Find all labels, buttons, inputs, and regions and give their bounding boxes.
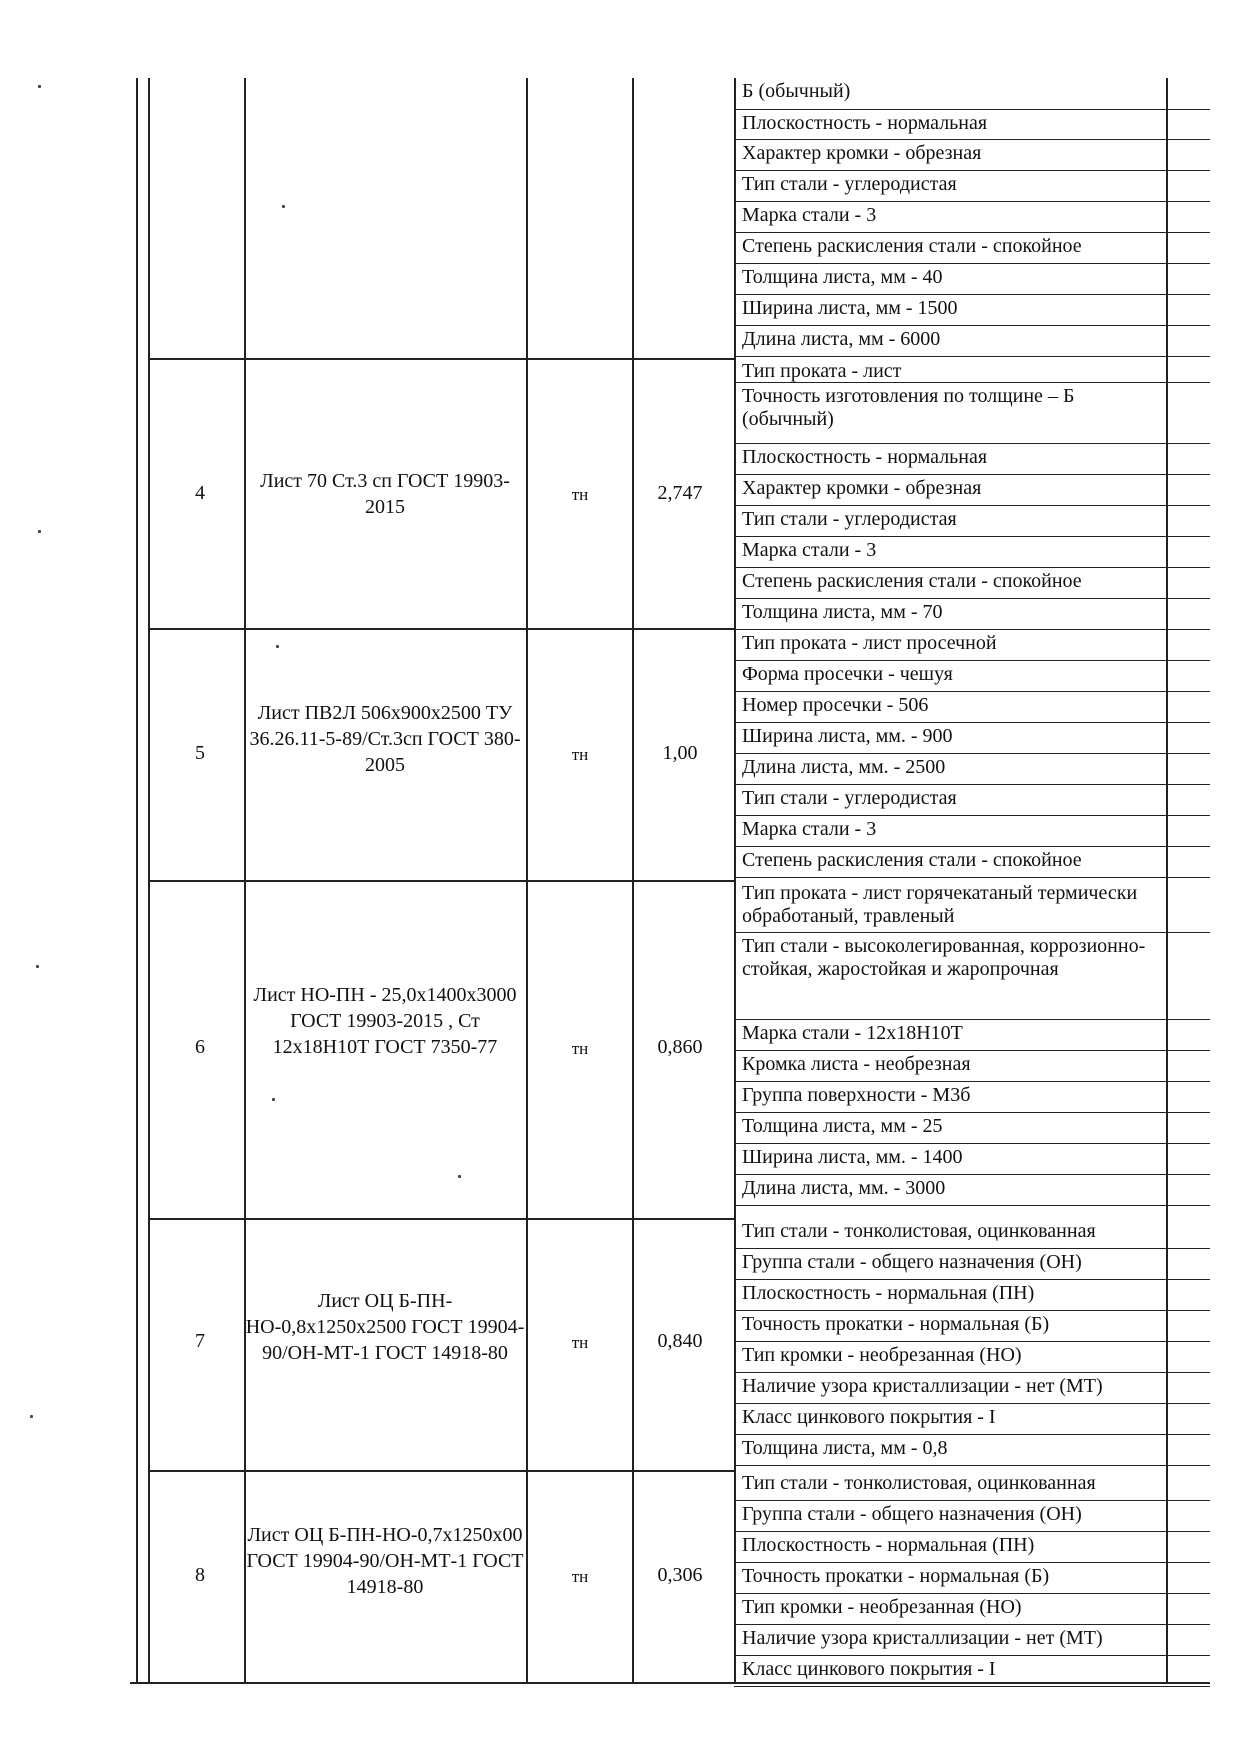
spec-line: Ширина листа, мм. - 900 [742,725,953,747]
spec-block-separator [734,1686,1210,1687]
spec-line-separator [734,846,1210,847]
spec-line: Класс цинкового покрытия - I [742,1658,996,1680]
column-divider-specs [734,78,736,1682]
spec-line: Толщина листа, мм - 0,8 [742,1437,948,1459]
spec-line: Длина листа, мм. - 3000 [742,1177,946,1199]
spec-line: Степень раскисления стали - спокойное [742,570,1082,592]
spec-line: Длина листа, мм. - 2500 [742,756,946,778]
scan-speck [38,85,41,88]
row-5-number: 5 [195,742,205,764]
spec-line-separator [734,1081,1210,1082]
row-5-quantity: 1,00 [662,742,698,764]
row-7-number: 7 [195,1330,205,1352]
table-border-left [136,78,138,1682]
spec-line: Длина листа, мм - 6000 [742,328,941,350]
row-4-name: Лист 70 Ст.3 сп ГОСТ 19903-2015 [260,470,510,518]
spec-line: Тип кромки - необрезанная (НО) [742,1344,1022,1366]
spec-line-separator [734,1624,1210,1625]
row-4-unit: тн [571,485,589,504]
spec-line: Характер кромки - обрезная [742,477,982,499]
spec-line: Группа стали - общего назначения (ОН) [742,1251,1082,1273]
spec-block-separator [734,356,1210,357]
row-6-unit: тн [571,1039,589,1058]
row-separator [148,1218,734,1220]
spec-line: Тип стали - углеродистая [742,787,957,809]
spec-line: Номер просечки - 506 [742,694,929,716]
spec-line-separator [734,1531,1210,1532]
spec-line-separator [734,722,1210,723]
spec-line-separator [734,1434,1210,1435]
spec-line: Толщина листа, мм - 40 [742,266,943,288]
spec-line-separator [734,1403,1210,1404]
spec-line: Группа стали - общего назначения (ОН) [742,1503,1082,1525]
row-8-name: Лист ОЦ Б-ПН-НО-0,7х1250х00 ГОСТ 19904-90/ОН-МТ-1 ГОСТ 14918-80 [246,1524,524,1598]
spec-line: Тип стали - углеродистая [742,173,957,195]
scan-speck [282,205,285,208]
spec-line-separator [734,932,1210,933]
spec-line: Тип проката - лист просечной [742,632,997,654]
row-separator [148,880,734,882]
scan-speck [272,1098,275,1101]
row-7-name: Лист ОЦ Б-ПН-НО-0,8х1250х2500 ГОСТ 19904-90/ОН-МТ-1 ГОСТ 14918-80 [245,1290,525,1364]
row-separator [148,628,734,630]
row-8-unit: тн [571,1567,589,1586]
spec-line: Точность прокатки - нормальная (Б) [742,1565,1050,1587]
scan-speck [276,645,279,648]
spec-line: Степень раскисления стали - спокойное [742,235,1082,257]
spec-line: Кромка листа - необрезная [742,1053,971,1075]
row-7-quantity: 0,840 [657,1330,703,1352]
column-divider-right [1166,78,1168,1682]
spec-line: Марка стали - 3 [742,818,877,840]
spec-line: Ширина листа, мм - 1500 [742,297,958,319]
spec-line: Плоскостность - нормальная (ПН) [742,1534,1035,1556]
spec-line-separator [734,1310,1210,1311]
spec-line: Б (обычный) [742,80,851,102]
row-4-number: 4 [195,482,205,504]
table-bottom-border [130,1682,1210,1684]
spec-line-separator [734,1372,1210,1373]
row-5-unit: тн [571,745,589,764]
row-5-name: Лист ПВ2Л 506х900х2500 ТУ 36.26.11-5-89/Ст.3сп ГОСТ 380-2005 [249,702,521,776]
spec-line: Ширина листа, мм. - 1400 [742,1146,963,1168]
spec-line: Плоскостность - нормальная [742,112,988,134]
spec-line-separator [734,1341,1210,1342]
spec-block-separator [734,629,1210,630]
spec-line-separator [734,784,1210,785]
spec-line: Марка стали - 12х18Н10Т [742,1022,963,1044]
spec-line-separator [734,1143,1210,1144]
scan-speck [38,530,41,533]
spec-line: Тип стали - тонколистовая, оцинкованная [742,1472,1096,1494]
spec-line-separator [734,815,1210,816]
spec-line: Точность изготовления по толщине – Б (обычный) [742,385,1075,430]
spec-block-separator [734,1465,1210,1466]
spec-line: Тип проката - лист [742,360,902,382]
spec-line-separator [734,294,1210,295]
spec-line-separator [734,1248,1210,1249]
spec-line: Тип кромки - необрезанная (НО) [742,1596,1022,1618]
spec-line-separator [734,263,1210,264]
spec-line: Толщина листа, мм - 70 [742,601,943,623]
spec-line-separator [734,1593,1210,1594]
row-4-quantity: 2,747 [657,482,703,504]
row-8-quantity: 0,306 [657,1564,703,1586]
row-6-number: 6 [195,1036,205,1058]
spec-line: Группа поверхности - М3б [742,1084,971,1106]
spec-line-separator [734,1112,1210,1113]
spec-line: Тип стали - высоколегированная, коррозионно-стойкая, жаростойкая и жаропрочная [742,935,1146,980]
spec-line-separator [734,1279,1210,1280]
row-7-unit: тн [571,1333,589,1352]
spec-line-separator [734,1050,1210,1051]
spec-line-separator [734,1500,1210,1501]
scan-speck [30,1415,33,1418]
spec-line-separator [734,170,1210,171]
spec-line: Форма просечки - чешуя [742,663,953,685]
spec-line: Плоскостность - нормальная (ПН) [742,1282,1035,1304]
spec-line-separator [734,1655,1210,1656]
spec-line: Толщина листа, мм - 25 [742,1115,943,1137]
spec-line-separator [734,201,1210,202]
spec-line-separator [734,567,1210,568]
spec-block-separator [734,1205,1210,1206]
spec-line: Класс цинкового покрытия - I [742,1406,996,1428]
row-6-quantity: 0,860 [657,1036,703,1058]
spec-line: Тип стали - углеродистая [742,508,957,530]
spec-line: Точность прокатки - нормальная (Б) [742,1313,1050,1335]
scan-speck [458,1175,461,1178]
spec-line-separator [734,1174,1210,1175]
row-separator [148,358,734,360]
spec-line: Тип проката - лист горячекатаный термически обработаный, травленый [742,882,1138,927]
spec-line-separator [734,1019,1210,1020]
spec-line-separator [734,753,1210,754]
spec-line: Тип стали - тонколистовая, оцинкованная [742,1220,1096,1242]
spec-line-separator [734,109,1210,110]
spec-line-separator [734,598,1210,599]
scan-speck [36,965,39,968]
spec-line-separator [734,139,1210,140]
row-separator [148,1470,734,1472]
spec-line: Плоскостность - нормальная [742,446,988,468]
spec-line: Марка стали - 3 [742,539,877,561]
spec-line-separator [734,536,1210,537]
row-6-name: Лист НО-ПН - 25,0х1400х3000 ГОСТ 19903-2015 , Ст 12х18Н10Т ГОСТ 7350-77 [253,984,517,1058]
spec-line: Наличие узора кристаллизации - нет (МТ) [742,1627,1103,1649]
spec-line-separator [734,691,1210,692]
spec-line: Марка стали - 3 [742,204,877,226]
spec-line-separator [734,325,1210,326]
spec-line-separator [734,474,1210,475]
row-8-number: 8 [195,1564,205,1586]
spec-line-separator [734,660,1210,661]
spec-line-separator [734,232,1210,233]
spec-line: Наличие узора кристаллизации - нет (МТ) [742,1375,1103,1397]
spec-line-separator [734,505,1210,506]
spec-line: Степень раскисления стали - спокойное [742,849,1082,871]
spec-line-separator [734,443,1210,444]
spec-line-separator [734,1562,1210,1563]
spec-block-separator [734,877,1210,878]
spec-line: Характер кромки - обрезная [742,142,982,164]
